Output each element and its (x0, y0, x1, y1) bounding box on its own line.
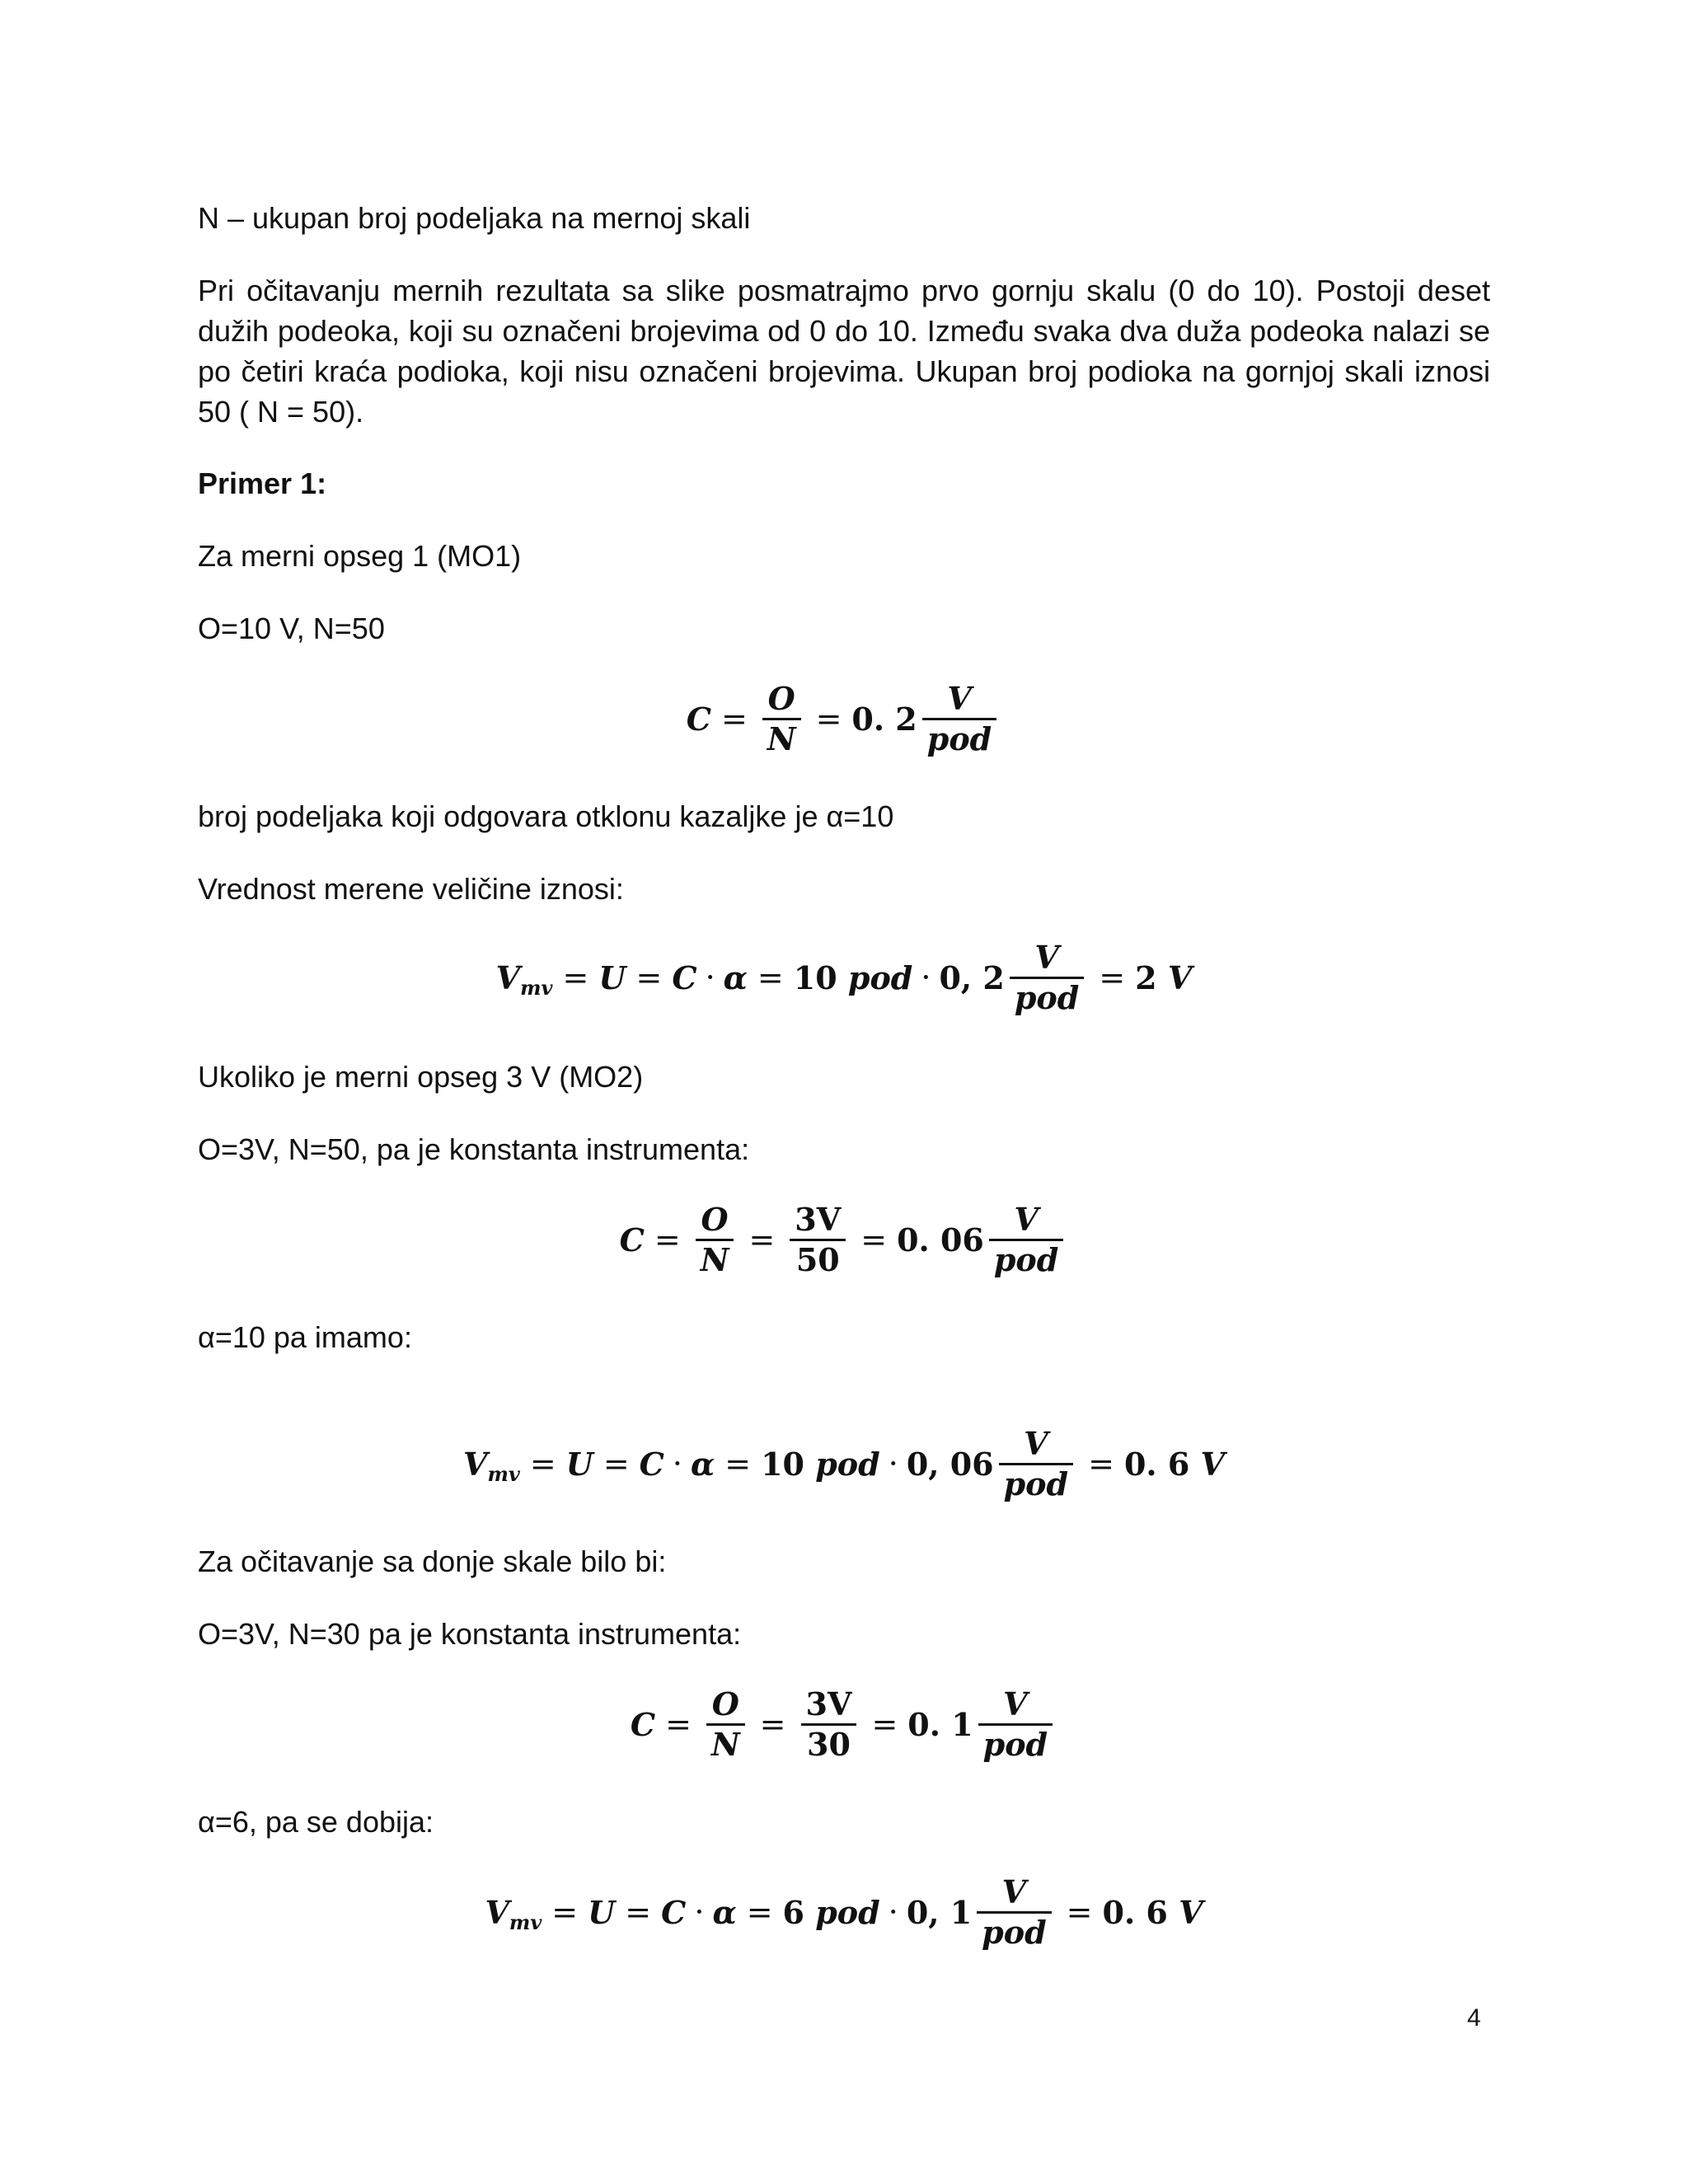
paragraph-range-2-values: O=3V, N=50, pa je konstanta instrumenta: (198, 1132, 750, 1166)
paragraph-definition-n: N – ukupan broj podeljaka na mernoj skali (198, 201, 751, 235)
eq1-fraction-o-n: $\frac{O}{N}$ (762, 680, 801, 758)
paragraph-deflection-1: broj podeljaka koji odgovara otklonu kazaljke je α=10 (198, 799, 894, 833)
example-heading: Primer 1: (198, 466, 327, 500)
paragraph-deflection-3: α=6, pa se dobija: (198, 1805, 434, 1839)
eq1-unit: $\frac{V}{\text{pod}}$ (922, 680, 997, 758)
equation-measured-value-3: V mv = U = C · α = 6 pod · 0, 1 $\frac{V}{\text{pod}}$ = 0. 6 V (485, 1872, 1203, 1951)
paragraph-range-1-values: O=10 V, N=50 (198, 612, 385, 645)
equation-measured-value-2: V mv = U = C · α = 10 pod · 0, 06 $\frac{V}{\text{pod}}$ = 0. 6 V (463, 1424, 1225, 1502)
eq1-value: 0. 2 (851, 700, 917, 738)
paragraph-range-2: Ukoliko je merni opseg 3 V (MO2) (198, 1060, 644, 1094)
equation-constant-3: C = $\frac{O}{N}$ = $\frac{3V}{30}$ = 0. 1 $\frac{V}{\text{pod}}$ (198, 1683, 1490, 1765)
paragraph-lower-scale: Za očitavanje sa donje skale bilo bi: (198, 1544, 667, 1578)
equation-constant-1: C = $\frac{O}{N}$ = 0. 2 $\frac{V}{\text{pod}}$ (198, 677, 1490, 760)
paragraph-deflection-2: α=10 pa imamo: (198, 1320, 412, 1354)
paragraph-measured-value: Vrednost merene veličine iznosi: (198, 872, 624, 906)
paragraph-scale-description: Pri očitavanju mernih rezultata sa slike posmatrajmo prvo gornju skalu (0 do 10). Postoji deset dužih podeoka, koji su označeni brojevima od 0 do 10. Između svaka dva duža podeoka nalazi se po četiri kraća podioka, koji nisu označeni brojevima. Ukupan broj podioka na gornjoj skali iznosi 50 ( N = 50). (198, 274, 1490, 429)
page-number: 4 (1467, 2004, 1481, 2032)
paragraph-lower-scale-values: O=3V, N=30 pa je konstanta instrumenta: (198, 1617, 742, 1651)
equation-measured-value-1: V mv = U = C · α = 10 pod · 0, 2 $\frac{V}{\text{pod}}$ = 2 V (495, 938, 1193, 1016)
paragraph-range-1: Za merni opseg 1 (MO1) (198, 539, 522, 573)
eq1-lhs: C (686, 700, 711, 738)
equation-constant-2: C = $\frac{O}{N}$ = $\frac{3V}{50}$ = 0. 06 $\frac{V}{\text{pod}}$ (198, 1198, 1490, 1281)
